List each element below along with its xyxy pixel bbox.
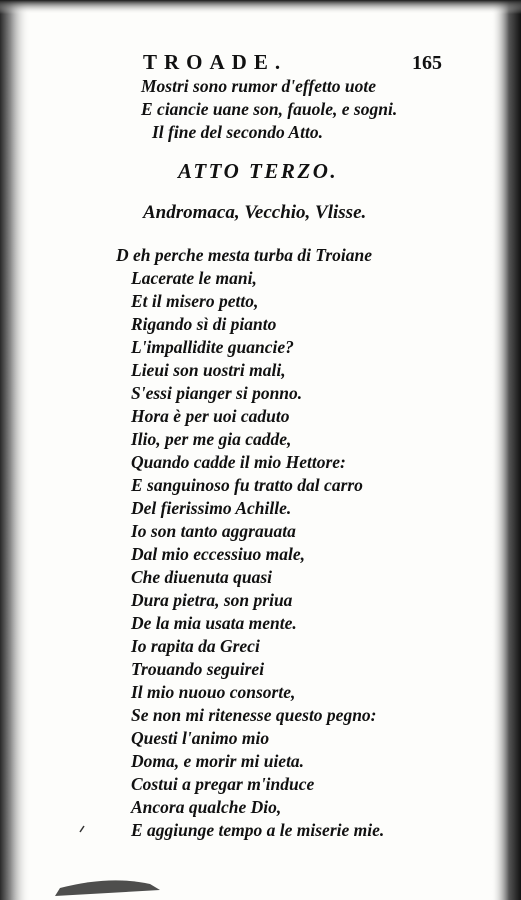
preamble-line: E ciancie uane son, fauole, e sogni.	[141, 99, 398, 119]
verse-line: L'impallidite guancie?	[131, 337, 294, 357]
verse-line: Et il misero petto,	[131, 291, 259, 311]
verse-line: Lacerate le mani,	[131, 268, 257, 288]
running-title: TROADE.	[143, 50, 288, 74]
characters-list: Andromaca, Vecchio, Vlisse.	[143, 202, 367, 223]
verse-line: Ilio, per me gia cadde,	[131, 429, 292, 449]
verse-line: S'essi pianger si ponno.	[131, 383, 303, 403]
verse-line: Lieui son uostri mali,	[131, 360, 286, 380]
verse-line: Costui a pregar m'induce	[131, 774, 315, 794]
verse-line: Io rapita da Greci	[131, 636, 260, 656]
verse-line: Il mio nuouo consorte,	[131, 682, 296, 702]
verse-line: Rigando sì di pianto	[131, 314, 277, 334]
act-heading: ATTO TERZO.	[178, 159, 339, 183]
verse-line: Dura pietra, son priua	[131, 590, 293, 610]
verse-line: Dal mio eccessiuo male,	[131, 544, 306, 564]
verse-line: Quando cadde il mio Hettore:	[131, 452, 346, 472]
verse-line: Questi l'animo mio	[131, 728, 270, 748]
verse-line: Trouando seguirei	[131, 659, 265, 679]
preamble-line: Mostri sono rumor d'effetto uote	[141, 76, 376, 96]
verse-line: Io son tanto aggrauata	[131, 521, 296, 541]
page-number: 165	[412, 52, 442, 74]
verse-line: Se non mi ritenesse questo pegno:	[131, 705, 377, 725]
verse-line: De la mia usata mente.	[131, 613, 297, 633]
verse-line: Doma, e morir mi uieta.	[131, 751, 305, 771]
verse-line: Che diuenuta quasi	[131, 567, 273, 587]
verse-line: Hora è per uoi caduto	[131, 406, 290, 426]
verse-line: Del fierissimo Achille.	[131, 498, 292, 518]
verse-line: D eh perche mesta turba di Troiane	[116, 245, 373, 265]
verse-line: E sanguinoso fu tratto dal carro	[131, 475, 363, 495]
verse-line: E aggiunge tempo a le miserie mie.	[131, 820, 385, 840]
closing-line: Il fine del secondo Atto.	[152, 122, 323, 142]
verse-line: Ancora qualche Dio,	[131, 797, 282, 817]
